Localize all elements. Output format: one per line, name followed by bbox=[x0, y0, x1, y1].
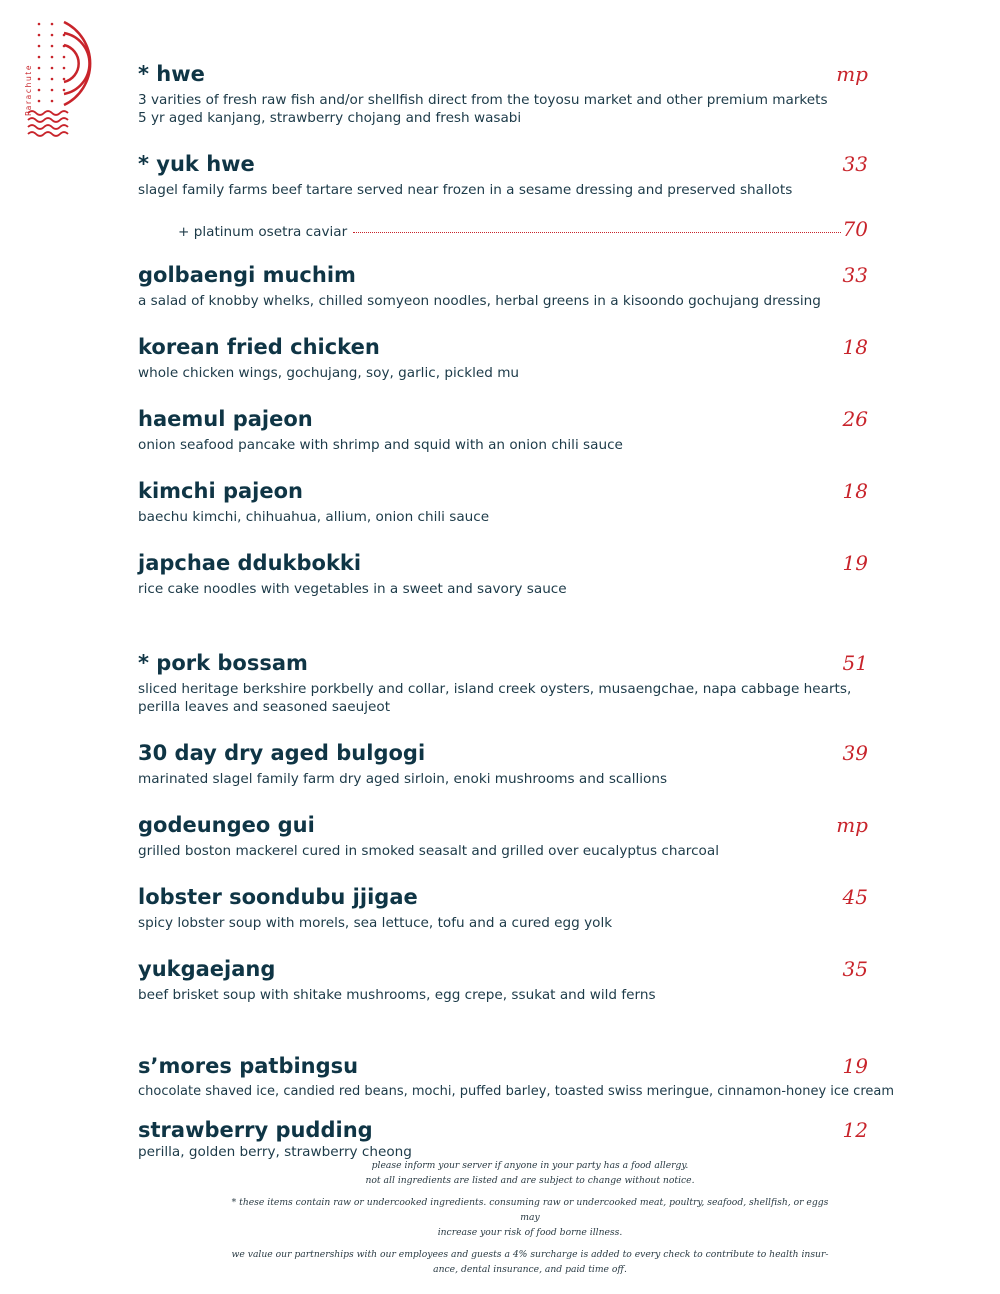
note-line: not all ingredients are listed and are subject to change without notice. bbox=[365, 1175, 695, 1186]
item-price: 18 bbox=[842, 335, 868, 359]
item-price: 19 bbox=[842, 551, 868, 575]
menu-item-pork-bossam bbox=[138, 650, 868, 716]
item-description: beef brisket soup with shitake mushrooms, egg crepe, ssukat and wild ferns bbox=[138, 987, 656, 1003]
addon-price: 70 bbox=[842, 217, 868, 241]
logo-waves bbox=[28, 111, 68, 136]
item-description: onion seafood pancake with shrimp and squid with an onion chili sauce bbox=[138, 437, 623, 453]
item-name: godeungeo gui bbox=[138, 813, 315, 837]
logo-arc-inner bbox=[64, 45, 79, 82]
item-name: strawberry pudding bbox=[138, 1118, 373, 1142]
item-price: 19 bbox=[842, 1054, 868, 1078]
allergy-note bbox=[230, 1158, 830, 1188]
item-price: 12 bbox=[842, 1118, 868, 1142]
item-description: perilla leaves and seasoned saeujeot bbox=[138, 699, 391, 715]
item-description: rice cake noodles with vegetables in a sweet and savory sauce bbox=[138, 581, 567, 597]
item-price: 33 bbox=[842, 152, 868, 176]
item-description: perilla, golden berry, strawberry cheong bbox=[138, 1144, 412, 1160]
item-name: haemul pajeon bbox=[138, 407, 313, 431]
item-price: 39 bbox=[842, 741, 868, 765]
surcharge-note bbox=[230, 1247, 830, 1277]
item-price: mp bbox=[836, 62, 868, 86]
item-price: 18 bbox=[842, 479, 868, 503]
menu-item-yukgaejang bbox=[138, 956, 868, 1004]
item-price: 35 bbox=[842, 957, 868, 981]
item-name: korean fried chicken bbox=[138, 335, 380, 359]
logo-wordmark: Parachute bbox=[24, 63, 33, 116]
menu-item-lobster-soondubu bbox=[138, 884, 868, 932]
menu-item-haemul-pajeon bbox=[138, 406, 868, 454]
menu-item-smores-patbingsu bbox=[138, 1053, 895, 1101]
item-price: 45 bbox=[842, 885, 868, 909]
item-description: whole chicken wings, gochujang, soy, garlic, pickled mu bbox=[138, 365, 520, 381]
item-name: golbaengi muchim bbox=[138, 263, 356, 287]
item-price: 33 bbox=[842, 263, 868, 287]
item-description: chocolate shaved ice, candied red beans, mochi, puffed barley, toasted swiss meringue, cinnamon-honey ice cream bbox=[138, 1084, 895, 1099]
parachute-logo bbox=[24, 16, 116, 138]
item-name: * yuk hwe bbox=[138, 152, 255, 176]
menu-item-hwe bbox=[138, 61, 868, 127]
note-line: increase your risk of food borne illness. bbox=[437, 1227, 623, 1238]
item-description: a salad of knobby whelks, chilled somyeon noodles, herbal greens in a kisoondo gochujang dressing bbox=[138, 293, 821, 309]
item-description: 5 yr aged kanjang, strawberry chojang and fresh wasabi bbox=[138, 110, 522, 126]
item-price: 26 bbox=[842, 407, 868, 431]
addon-label: + platinum osetra caviar bbox=[178, 224, 348, 240]
menu-item-dry-aged-bulgogi bbox=[138, 740, 868, 788]
item-name: japchae ddukbokki bbox=[138, 551, 362, 575]
item-description: baechu kimchi, chihuahua, allium, onion chili sauce bbox=[138, 509, 490, 525]
menu-item-yuk-hwe bbox=[138, 151, 868, 199]
menu-item-kimchi-pajeon bbox=[138, 478, 868, 526]
menu-item-golbaengi-muchim bbox=[138, 262, 868, 310]
item-name: * hwe bbox=[138, 62, 205, 86]
footer-notes bbox=[230, 1158, 830, 1284]
item-description: sliced heritage berkshire porkbelly and collar, island creek oysters, musaengchae, napa cabbage hearts, bbox=[138, 681, 852, 697]
item-description: grilled boston mackerel cured in smoked seasalt and grilled over eucalyptus charcoal bbox=[138, 843, 719, 859]
item-name: s’mores patbingsu bbox=[138, 1054, 359, 1078]
menu-item-godeungeo-gui bbox=[138, 812, 868, 860]
note-line: we value our partnerships with our employees and guests a 4% surcharge is added to every check to contribute to health insur- bbox=[231, 1249, 829, 1260]
item-price: 51 bbox=[842, 651, 868, 675]
logo-dot-grid bbox=[38, 23, 66, 103]
note-line: please inform your server if anyone in your party has a food allergy. bbox=[371, 1160, 689, 1171]
item-price: mp bbox=[836, 813, 868, 837]
item-description: marinated slagel family farm dry aged sirloin, enoki mushrooms and scallions bbox=[138, 771, 668, 787]
item-name: lobster soondubu jjigae bbox=[138, 885, 418, 909]
item-description: slagel family farms beef tartare served near frozen in a sesame dressing and preserved shallots bbox=[138, 182, 793, 198]
item-description: spicy lobster soup with morels, sea lettuce, tofu and a cured egg yolk bbox=[138, 915, 613, 931]
addon-caviar bbox=[178, 217, 868, 241]
menu-item-japchae-ddukbokki bbox=[138, 550, 868, 598]
note-line: * these items contain raw or undercooked ingredients. consuming raw or undercooked meat, poultry, seafood, shellfish, or eggs may bbox=[231, 1197, 829, 1223]
note-line: ance, dental insurance, and paid time off. bbox=[433, 1264, 627, 1275]
item-name: kimchi pajeon bbox=[138, 479, 303, 503]
dotted-leader bbox=[353, 232, 840, 233]
menu-item-korean-fried-chicken bbox=[138, 334, 868, 382]
item-name: yukgaejang bbox=[138, 957, 276, 981]
item-description: 3 varities of fresh raw fish and/or shellfish direct from the toyosu market and other premium markets bbox=[138, 92, 828, 108]
menu-item-strawberry-pudding bbox=[138, 1117, 868, 1161]
raw-food-warning bbox=[230, 1195, 830, 1240]
item-name: * pork bossam bbox=[138, 651, 308, 675]
item-name: 30 day dry aged bulgogi bbox=[138, 741, 426, 765]
